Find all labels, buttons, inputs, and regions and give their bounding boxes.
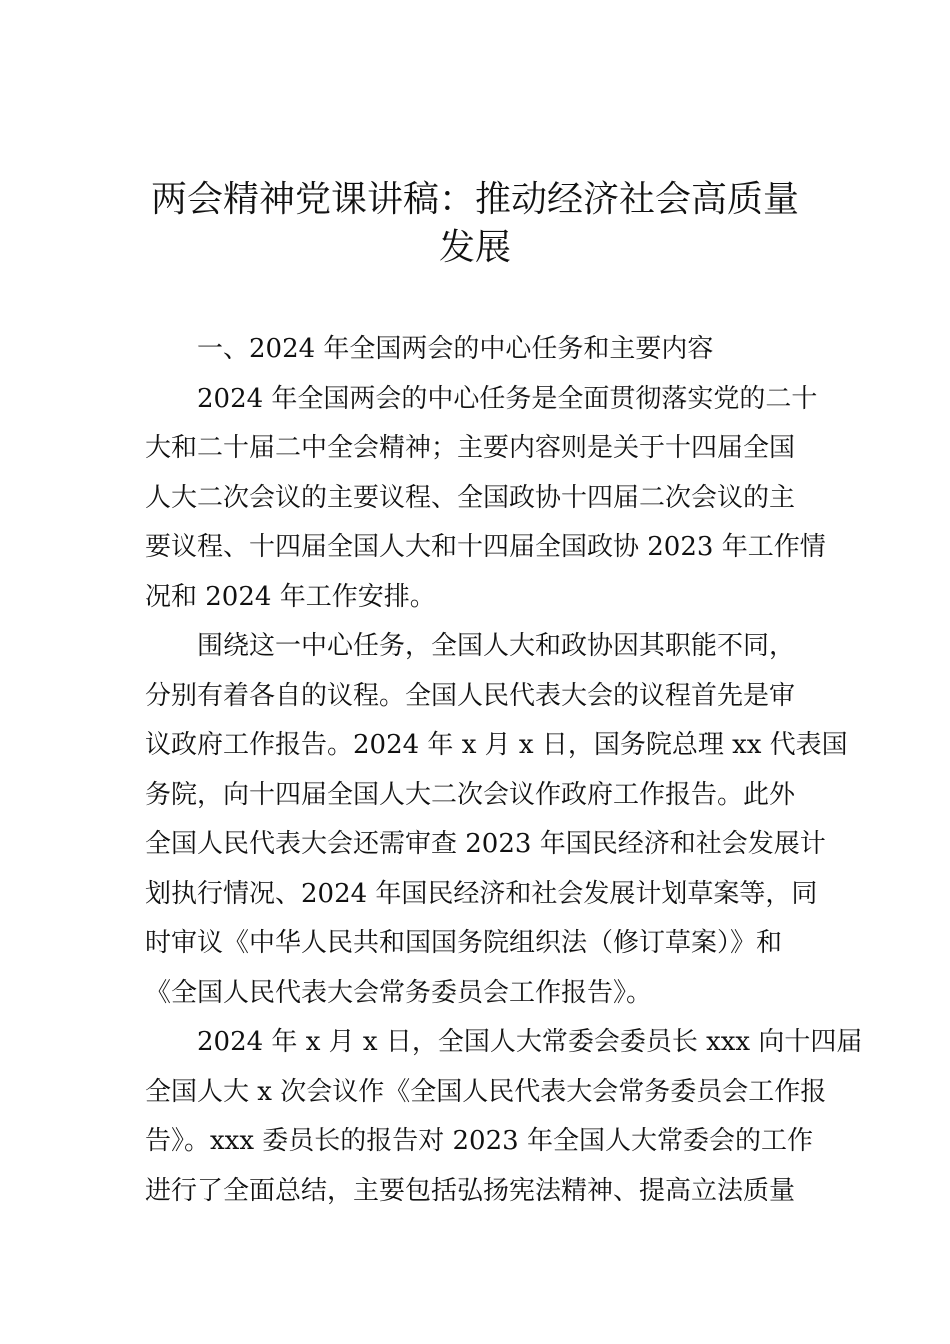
title-line-2: 发展: [438, 227, 511, 268]
paragraph-line: 要议程、十四届全国人大和十四届全国政协 2023 年工作情: [145, 532, 826, 562]
paragraph-line: 2024 年 x 月 x 日，全国人大常委会委员长 xxx 向十四届: [197, 1027, 863, 1057]
paragraph-line: 划执行情况、2024 年国民经济和社会发展计划草案等，同: [145, 878, 818, 909]
paragraph-line: 大和二十届二中全会精神；主要内容则是关于十四届全国: [145, 433, 796, 463]
paragraph-line: 全国人民代表大会还需审查 2023 年国民经济和社会发展计: [145, 829, 826, 859]
paragraph-line: 全国人大 x 次会议作《全国人民代表大会常务委员会工作报: [145, 1076, 827, 1107]
paragraph-line: 《全国人民代表大会常务委员会工作报告》。: [145, 977, 653, 1008]
paragraph-2: [145, 622, 848, 1018]
paragraph-line: 议政府工作报告。2024 年 x 月 x 日，国务院总理 xx 代表国: [145, 730, 848, 760]
document-body: [145, 325, 863, 1216]
paragraph-line: 分别有着各自的议程。全国人民代表大会的议程首先是审: [145, 680, 796, 711]
paragraph-line: 人大二次会议的主要议程、全国政协十四届二次会议的主: [145, 482, 796, 513]
title-line-1: 两会精神党课讲稿：推动经济社会高质量: [150, 179, 799, 220]
paragraph-line: 2024 年全国两会的中心任务是全面贯彻落实党的二十: [197, 383, 818, 414]
paragraph-line: 况和 2024 年工作安排。: [145, 581, 436, 612]
document-title: [145, 176, 805, 272]
paragraph-3: [145, 1018, 863, 1216]
paragraph-line: 务院，向十四届全国人大二次会议作政府工作报告。此外: [145, 779, 796, 810]
paragraph-line: 进行了全面总结，主要包括弘扬宪法精神、提高立法质量: [145, 1175, 796, 1206]
paragraph-line: 围绕这一中心任务，全国人大和政协因其职能不同，: [197, 631, 796, 661]
paragraph-line: 时审议《中华人民共和国国务院组织法（修订草案）》和: [145, 928, 783, 958]
section-heading: 一、2024 年全国两会的中心任务和主要内容: [197, 334, 714, 364]
paragraph-line: 告》。xxx 委员长的报告对 2023 年全国人大常委会的工作: [145, 1126, 813, 1156]
paragraph-1: [145, 375, 826, 623]
